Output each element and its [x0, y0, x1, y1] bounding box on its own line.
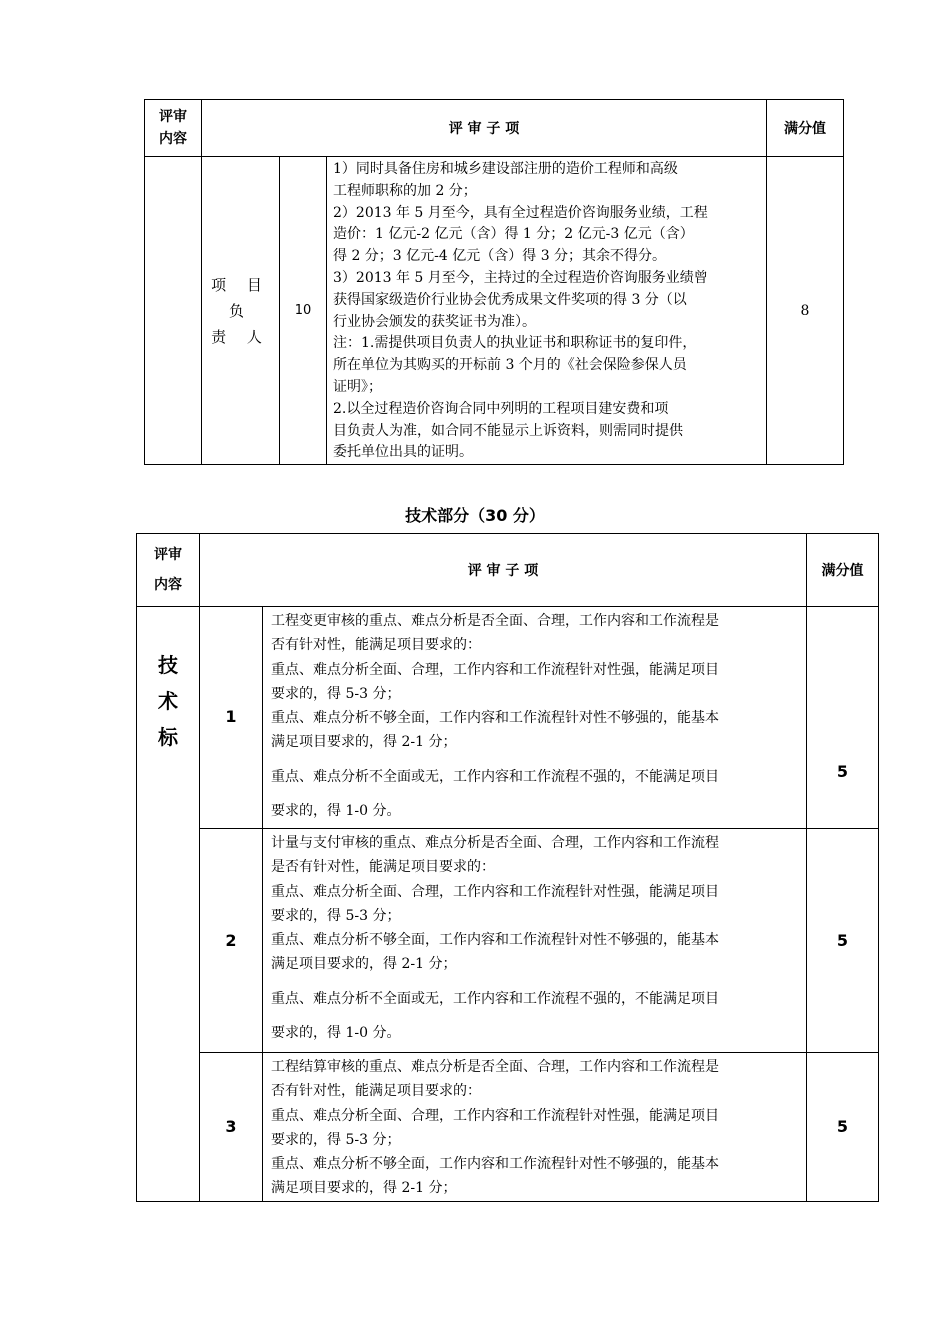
- description-line: 重点、难点分析全面、合理，工作内容和工作流程针对性强，能满足项目: [271, 883, 719, 900]
- description-line: 要求的，得 1-0 分。: [271, 803, 401, 820]
- max-score-header-label: 满分值: [821, 563, 864, 579]
- max-score-cell: [807, 1053, 879, 1202]
- max-score-cell: [767, 157, 844, 465]
- max-score-value: 5: [836, 931, 849, 950]
- item-number-cell: [200, 829, 263, 1053]
- max-score-header-cell: [807, 534, 879, 607]
- max-score-value: 8: [800, 302, 810, 319]
- max-score-header-cell: [767, 100, 844, 157]
- description-line: 否有针对性，能满足项目要求的：: [271, 1083, 481, 1100]
- category-char-2: 术: [158, 689, 178, 713]
- description-line: 计量与支付审核的重点、难点分析是否全面、合理，工作内容和工作流程: [271, 835, 719, 851]
- item-number: 1: [225, 707, 237, 726]
- description-line: 要求的，得 5-3 分；: [271, 1131, 401, 1148]
- content-header-cell: [137, 534, 200, 607]
- content-header-line2: 内容: [154, 577, 182, 593]
- content-header-line1: 评审: [154, 547, 182, 563]
- subitem-header-label: 评 审 子 项: [448, 121, 520, 137]
- description-line: 重点、难点分析不全面或无，工作内容和工作流程不强的，不能满足项目: [271, 990, 719, 1007]
- subitem-header-cell: [200, 534, 807, 607]
- description-line: 重点、难点分析不够全面，工作内容和工作流程针对性不够强的，能基本: [271, 932, 719, 949]
- category-char-1: 技: [158, 653, 178, 677]
- description-line: 重点、难点分析不够全面，工作内容和工作流程针对性不够强的，能基本: [271, 710, 719, 727]
- description-line: 所在单位为其购买的开标前 3 个月的《社会保险参保人员: [333, 357, 687, 374]
- item-number: 3: [225, 1117, 237, 1137]
- description-line: 重点、难点分析全面、合理，工作内容和工作流程针对性强，能满足项目: [271, 1107, 719, 1124]
- criteria-description-cell: [263, 1053, 807, 1202]
- description-line: 委托单位出具的证明。: [333, 444, 473, 461]
- category-cell: [202, 157, 280, 465]
- description-line: 要求的，得 5-3 分；: [271, 907, 401, 924]
- table-header-row: [145, 100, 844, 157]
- section-title: 技术部分（30 分）: [405, 506, 545, 525]
- description-line: 重点、难点分析不全面或无，工作内容和工作流程不强的，不能满足项目: [271, 768, 719, 785]
- description-line: 2.以全过程造价咨询合同中列明的工程项目建安费和项: [333, 400, 669, 417]
- table-row: [145, 157, 844, 465]
- max-score-cell: [807, 607, 879, 829]
- criteria-description-cell: [327, 157, 767, 465]
- max-score-header-label: 满分值: [784, 121, 826, 137]
- description-line: 3）2013 年 5 月至今，主持过的全过程造价咨询服务业绩曾: [333, 269, 708, 286]
- item-number-cell: [200, 607, 263, 829]
- category-line2: 责 人: [211, 327, 270, 346]
- description-line: 要求的，得 5-3 分；: [271, 685, 401, 702]
- description-line: 满足项目要求的，得 2-1 分；: [271, 734, 457, 751]
- category-cell: [137, 607, 200, 1202]
- criteria-description-cell: [263, 829, 807, 1053]
- description-line: 注：1.需提供项目负责人的执业证书和职称证书的复印件，: [333, 335, 697, 352]
- project-leader-scoring-table: [144, 99, 844, 465]
- description-line: 满足项目要求的，得 2-1 分；: [271, 1180, 457, 1197]
- description-line: 重点、难点分析不够全面，工作内容和工作流程针对性不够强的，能基本: [271, 1156, 719, 1173]
- description-line: 造价：1 亿元-2 亿元（含）得 1 分；2 亿元-3 亿元（含）: [333, 226, 694, 243]
- table-row: [137, 607, 879, 829]
- content-header-cell: [145, 100, 202, 157]
- technical-scoring-table: [136, 533, 879, 1202]
- description-line: 是否有针对性，能满足项目要求的：: [271, 859, 495, 876]
- max-score-value: 5: [836, 1117, 849, 1137]
- description-line: 2）2013 年 5 月至今，具有全过程造价咨询服务业绩，工程: [333, 204, 708, 221]
- criteria-description-cell: [263, 607, 807, 829]
- table-header-row: [137, 534, 879, 607]
- item-number-cell: [200, 1053, 263, 1202]
- description-line: 获得国家级造价行业协会优秀成果文件奖项的得 3 分（以: [333, 291, 687, 308]
- description-line: 得 2 分；3 亿元-4 亿元（含）得 3 分；其余不得分。: [333, 248, 667, 265]
- description-line: 重点、难点分析全面、合理，工作内容和工作流程针对性强，能满足项目: [271, 661, 719, 678]
- item-number: 2: [225, 931, 237, 950]
- table-row: [137, 1053, 879, 1202]
- description-line: 1）同时具备住房和城乡建设部注册的造价工程师和高级: [333, 161, 678, 177]
- description-line: 满足项目要求的，得 2-1 分；: [271, 956, 457, 973]
- subitem-header-cell: [202, 100, 767, 157]
- points-value: 10: [294, 303, 312, 319]
- content-header-line1: 评审: [159, 109, 187, 125]
- content-header-line2: 内容: [159, 131, 187, 147]
- category-line1: 项 目 负: [211, 275, 270, 320]
- description-line: 证明》；: [333, 378, 382, 395]
- description-line: 要求的，得 1-0 分。: [271, 1025, 401, 1042]
- description-line: 工程结算审核的重点、难点分析是否全面、合理，工作内容和工作流程是: [271, 1059, 719, 1075]
- description-line: 工程变更审核的重点、难点分析是否全面、合理，工作内容和工作流程是: [271, 613, 719, 629]
- description-line: 工程师职称的加 2 分；: [333, 182, 477, 199]
- description-line: 行业协会颁发的获奖证书为准）。: [333, 313, 536, 330]
- empty-content-cell: [145, 157, 202, 465]
- description-line: 否有针对性，能满足项目要求的：: [271, 637, 481, 654]
- max-score-value: 5: [836, 762, 849, 781]
- points-cell: [280, 157, 327, 465]
- subitem-header-label: 评 审 子 项: [467, 563, 539, 579]
- max-score-cell: [807, 829, 879, 1053]
- table-row: [137, 829, 879, 1053]
- category-char-3: 标: [158, 725, 178, 749]
- description-line: 目负责人为准，如合同不能显示上诉资料，则需同时提供: [333, 422, 683, 439]
